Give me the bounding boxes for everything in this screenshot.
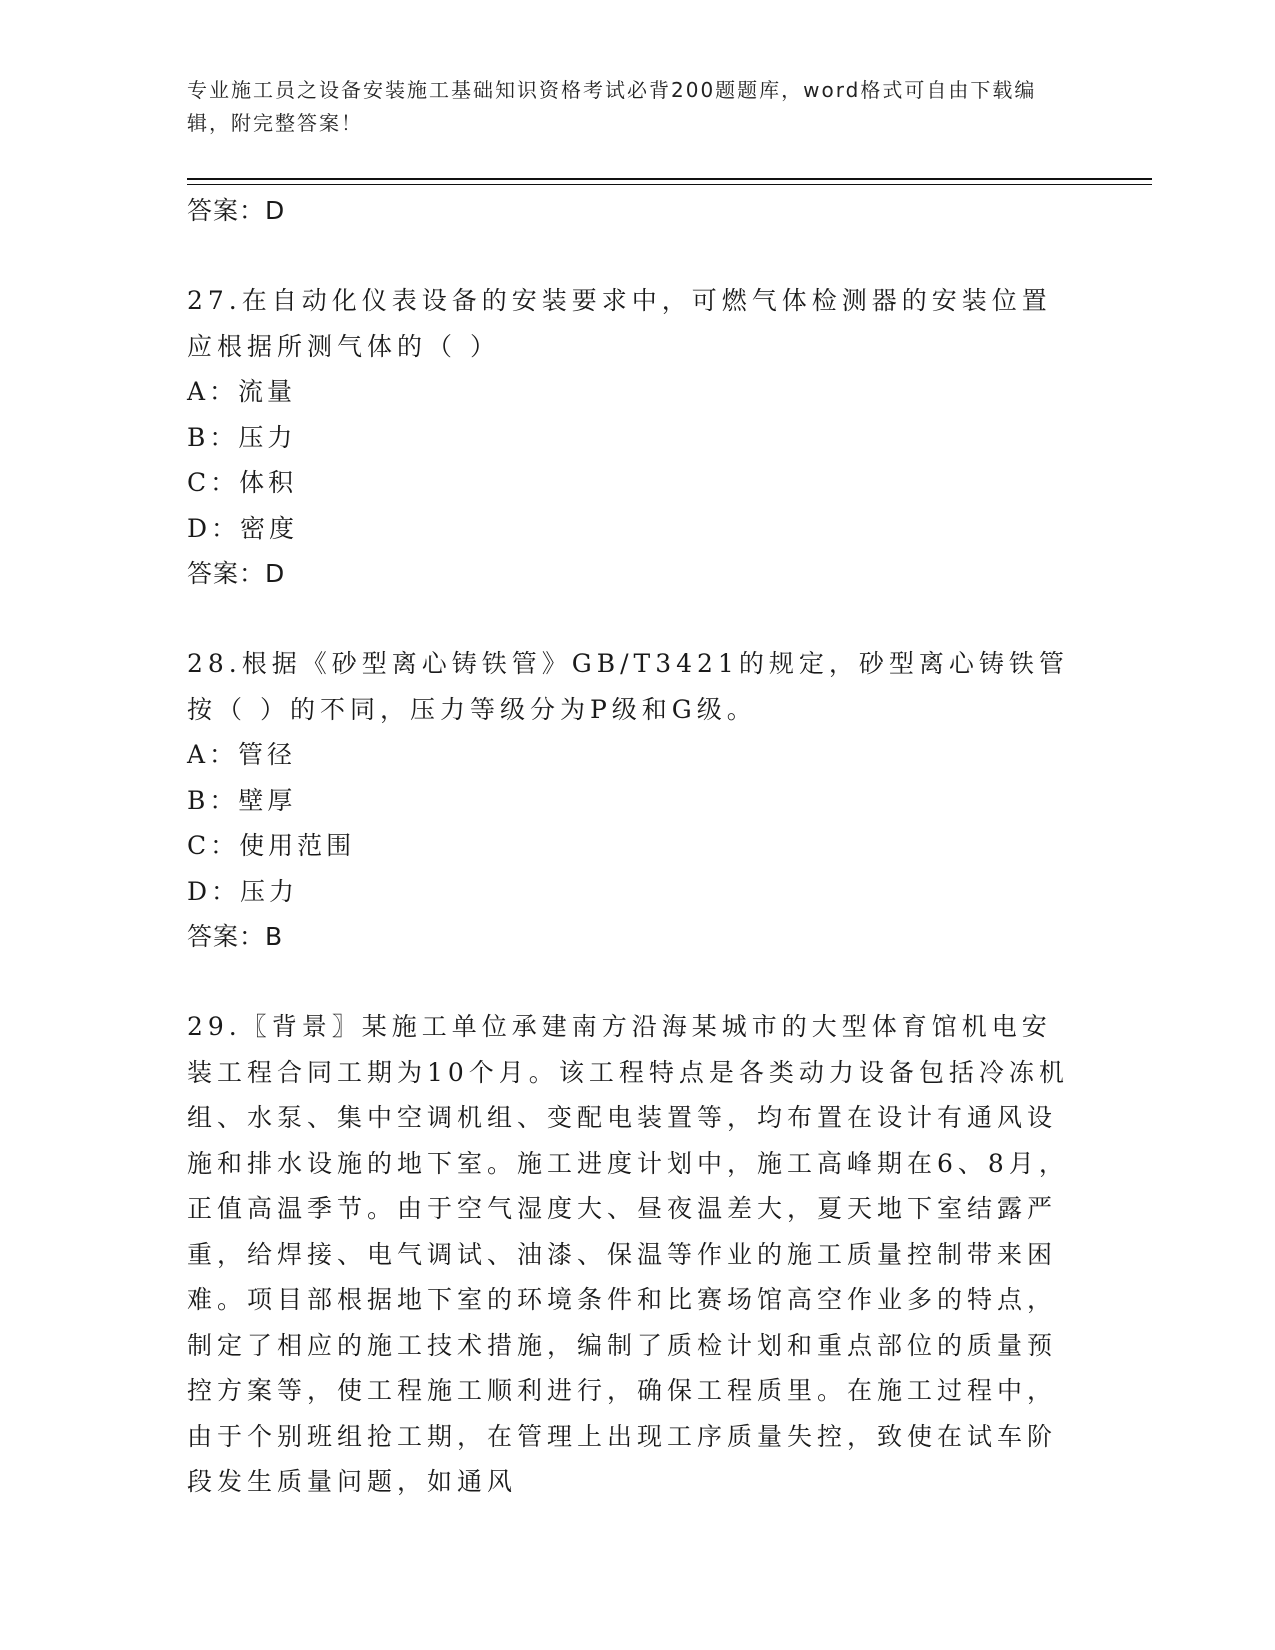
document-body [187,188,1077,1505]
question-text: 27.在自动化仪表设备的安装要求中，可燃气体检测器的安装位置应根据所测气体的（ ） [187,286,1052,361]
option-a: A：流量 [187,377,297,406]
question-28 [187,641,1077,959]
answer-line: 答案：D [187,196,286,225]
question-29 [187,1004,1077,1505]
option-d: D：压力 [187,876,299,906]
option-c: C：使用范围 [187,831,356,860]
document-header: 专业施工员之设备安装施工基础知识资格考试必背200题题库，word格式可自由下载编辑，附完整答案！ [187,78,1037,135]
option-b: B：壁厚 [187,785,297,815]
option-c: C：体积 [187,468,298,497]
option-a: A：管径 [187,740,297,769]
answer-line: 答案：D [187,559,286,588]
question-text: 28.根据《砂型离心铸铁管》GB/T3421的规定，砂型离心铸铁管按（ ）的不同，压力等级分为P级和G级。 [187,649,1069,724]
question-text: 29.〖背景〗某施工单位承建南方沿海某城市的大型体育馆机电安装工程合同工期为10个月。该工程特点是各类动力设备包括冷冻机组、水泵、集中空调机组、变配电装置等，均布置在设计有通风设施和排水设施的地下室。施工进度计划中，施工高峰期在6、8月，正值高温季节。由于空气湿度大、昼夜温差大，夏天地下室结露严重，给焊接、电气调试、油漆、保温等作业的施工质量控制带来困难。项目部根据地下室的环境条件和比赛场馆高空作业多的特点，制定了相应的施工技术措施，编制了质检计划和重点部位的质量预控方案等，使工程施工顺利进行，确保工程质里。在施工过程中，由于个别班组抢工期，在管理上出现工序质量失控，致使在试车阶段发生质量问题，如通风 [187,1012,1069,1496]
option-b: B：压力 [187,422,297,452]
option-d: D：密度 [187,513,299,543]
answer-line: 答案：B [187,922,284,951]
header-rule-thick [187,178,1152,180]
header-rule-thin [187,184,1152,185]
question-27 [187,278,1077,596]
